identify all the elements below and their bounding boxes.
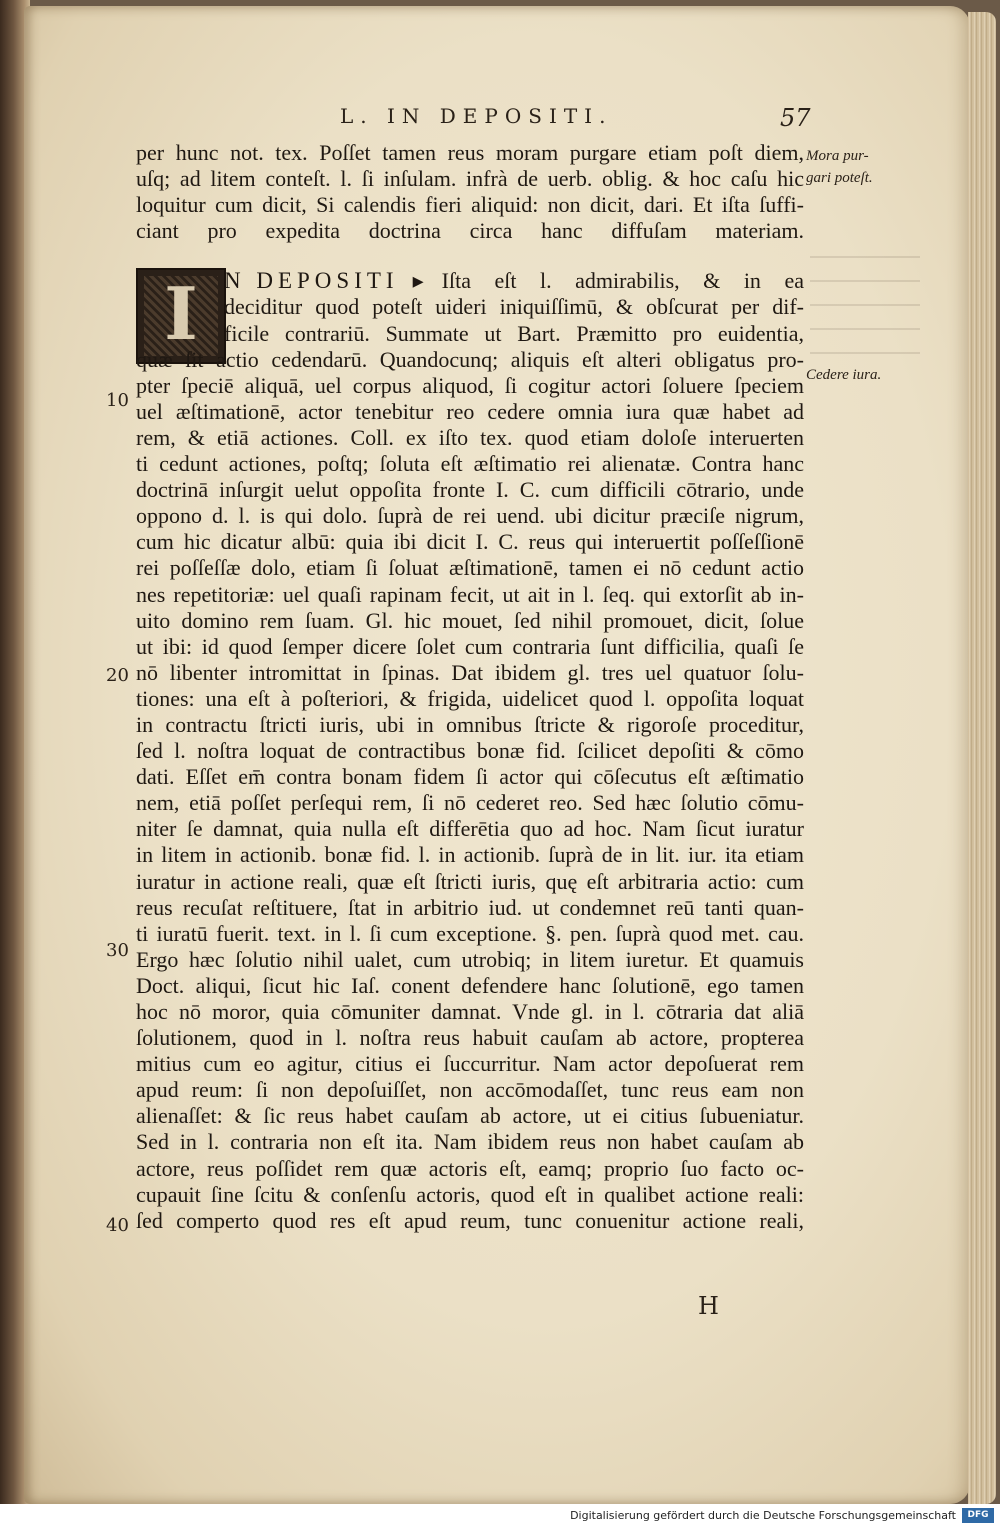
text-line: cupauit ſine ſcitu & conſenſu actoris, quod eſt in qualibet actione reali: [136,1181,804,1207]
text-line: dati. Eſſet em̄ contra bonam fidem ſi actor qui cōſecutus eſt æſtimatio [136,764,804,790]
text-line: nes repetitoriæ: uel quaſi rapinam fecit, ut ait in l. ſeq. qui extorſit ab in- [136,581,804,607]
text-line: per hunc not. tex. Poſſet tamen reus moram purgare etiam poſt diem, [136,140,804,165]
text-line: doctrinā inſurgit uelut oppoſita fronte I. C. cum difficili cōtrario, unde [136,477,804,503]
text-line: deciditur quod poteſt uideri iniquiſſimū, & obſcurat per dif- [224,294,804,320]
text-line: uſq; ad litem conteſt. l. ſi inſulam. infrà de uerb. oblig. & hoc caſu hic [136,166,804,192]
line-number: 40 [106,1215,129,1236]
main-text [136,140,804,1234]
text-line: loquitur cum dicit, Si calendis fieri aliquid: non dicit, dari. Et iſta ſuffi- [136,192,804,218]
margin-note-line: Mora pur- [806,148,869,164]
bleed-through-text [810,234,920,354]
paragraph-2-indented [136,294,804,346]
text-line: nem, etiā poſſet perſequi rem, ſi nō cederet reo. Sed hæc ſolutio cōmu- [136,790,804,816]
running-head: L. IN DEPOSITI. [340,104,613,128]
margin-note-line: Cedere iura. [806,367,882,383]
section-heading: N DEPOSITI [224,268,399,294]
margin-note-mora [806,145,873,189]
text-line: alienaſſet: & ſic reus habet cauſam ab actore, ut ei citius ſubueniatur. [136,1103,804,1129]
text-line: actore, reus poſſidet rem quæ actoris eſt, eamq; proprio ſuo facto oc- [136,1155,804,1181]
paragraph-gap [136,244,804,268]
text-line: ſed l. noſtra loquat de contractibus bonæ fid. ſcilicet depoſiti & cōmo [136,738,804,764]
text-line: rem, & etiā actiones. Coll. ex iſto tex. quod etiam doloſe interuerten [136,424,804,450]
page-number: 57 [780,104,811,132]
text-line: ſed comperto quod res eſt apud reum, tunc conuenitur actione reali, [136,1207,804,1233]
paragraph-1 [136,140,804,244]
text-line: reus recuſat reſtituere, ſtat in arbitrio iud. ut condemnet reū tanti quan- [136,894,804,920]
margin-note-cedere [806,364,881,386]
text-line: pter ſpeciē aliquā, uel corpus aliquod, ſi cogitur actori ſoluere ſpeciem [136,372,804,398]
text-line: in contractu ſtricti iuris, ubi in omnibus ſtricte & rigoroſe proceditur, [136,711,804,737]
page-edges [968,12,996,1504]
text-line: ut ibi: id quod ſemper dicere ſolet cum contraria ſunt difficilia, quaſi ſe [136,633,804,659]
footer-bar [0,1504,1000,1526]
text-line: quæ ſit actio cedendarū. Quandocunq; aliquis eſt alteri obligatus pro- [136,346,804,372]
initial-letter: I [164,271,198,356]
text-line: ficile contrariū. Summate ut Bart. Præmitto pro euidentia, [224,320,804,346]
text-line: apud reum: ſi non depoſuiſſet, non accōmodaſſet, tunc reus eam non [136,1077,804,1103]
text-line: Sed in l. contraria non eſt ita. Nam ibidem reus non habet cauſam ab [136,1129,804,1155]
text-line: ti cedunt actiones, poſtq; ſoluta eſt æſtimatio rei alienatæ. Contra hanc [136,451,804,477]
text-line: tiones: una eſt à poſteriori, & frigida, uidelicet quod l. oppoſita loquat [136,685,804,711]
text-line: Doct. aliqui, ſicut hic Iaſ. conent defendere hanc ſolutionē, ego tamen [136,972,804,998]
line-number: 10 [106,390,129,411]
pointer-mark: ▸ [412,268,424,294]
line-number: 30 [106,940,129,961]
margin-note-line: gari poteſt. [806,170,873,186]
text-line: cum hic dicatur albū: quia ibi dicit I. C. reus qui interuertit poſſeſſionē [136,529,804,555]
footer-credit: Digitalisierung gefördert durch die Deutsche Forschungsgemeinschaft [570,1509,956,1522]
text-line: Ergo hæc ſolutio nihil ualet, cum utrobiq; in litem iuretur. Et quamuis [136,946,804,972]
section-heading-line [224,268,804,294]
text-line: in litem in actionib. bonæ fid. l. in actionib. ſuprà de in lit. iur. ita etiam [136,842,804,868]
text-line: rei poſſeſſæ dolo, etiam ſi ſoluat æſtimationē, tamen ei nō cedunt actio [136,555,804,581]
text-line: hoc nō moror, quia cōmuniter damnat. Vnde gl. in l. cōtraria dat aliā [136,999,804,1024]
line-number: 20 [106,665,129,686]
text-line: uel æſtimationē, actor tenebitur reo cedere omnia iura quæ habet ad [136,398,804,424]
text-line: nō libenter intromittat in ſpinas. Dat ibidem gl. tres uel quatuor ſolu- [136,659,804,685]
signature-mark: H [698,1292,719,1320]
text-line: mitius cum eo agitur, citius ei ſuccurritur. Nam actor depoſuerat rem [136,1051,804,1077]
text-line: iuratur in actione reali, quæ eſt ſtricti iuris, quę eſt arbitraria actio: cum [136,868,804,894]
paragraph-2 [136,347,804,1234]
text-line: ciant pro expedita doctrina circa hanc diffuſam materiam. [136,218,804,244]
text-line: ſolutionem, quod in l. noſtra reus habuit cauſam ab actore, propterea [136,1025,804,1051]
text-line: uito domino rem ſuam. Gl. hic mouet, ſed nihil promouet, dicit, ſolue [136,607,804,633]
heading-line-text: Iſta eſt l. admirabilis, & in ea [441,268,804,294]
text-line: ti iuratū fuerit. text. in l. ſi cum exceptione. §. pen. ſuprà quod met. cau. [136,920,804,946]
text-line: niter ſe damnat, quia nulla eſt differētia quo ad hoc. Nam ſicut iuratur [136,816,804,842]
dfg-logo: DFG [962,1508,994,1523]
text-line: oppono d. l. is qui dolo. ſuprà de rei uend. ubi dicitur præciſe nigrum, [136,503,804,529]
